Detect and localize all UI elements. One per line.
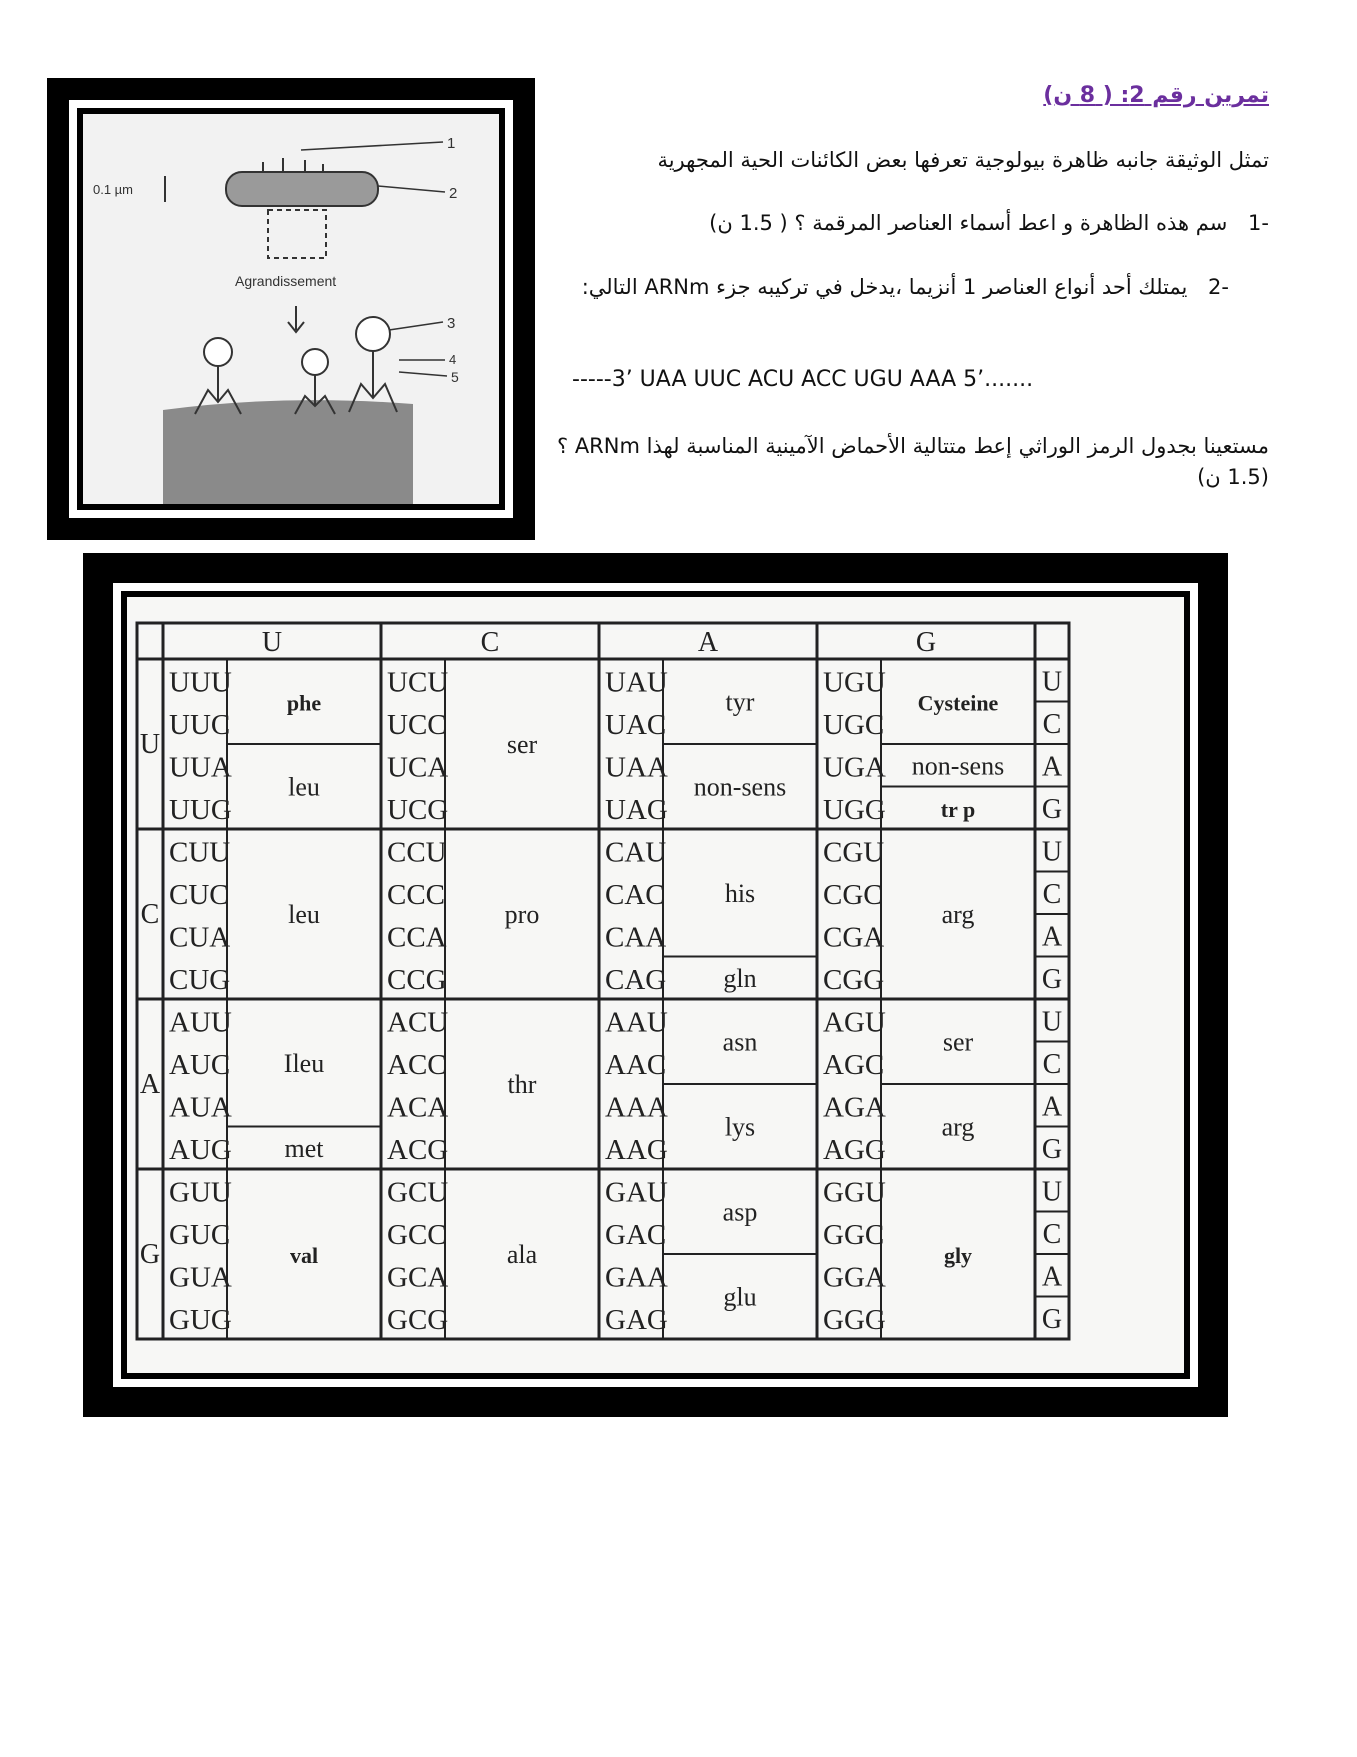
codon-CCG: CCG bbox=[387, 964, 447, 996]
codon-ACC: ACC bbox=[387, 1049, 447, 1081]
codon-AGG: AGG bbox=[823, 1134, 886, 1166]
amino-acid-asp: asp bbox=[722, 1197, 758, 1227]
third-letter-U-G: G bbox=[1041, 794, 1063, 825]
amino-acid-pro: pro bbox=[504, 900, 540, 929]
table-border bbox=[137, 623, 1069, 1339]
figure-image bbox=[77, 108, 505, 510]
mrna-sequence: -----3’ UAA UUC ACU ACC UGU AAA 5’....... bbox=[572, 367, 1034, 392]
codon-table-mat bbox=[113, 583, 1198, 1387]
third-letter-C-G: G bbox=[1041, 964, 1063, 995]
codon-CAG: CAG bbox=[605, 964, 667, 996]
amino-acid-non_sens: non-sens bbox=[693, 772, 787, 802]
amino-acid-ser: ser bbox=[942, 1027, 974, 1057]
codon-UGC: UGC bbox=[823, 709, 885, 741]
amino-acid-gln: gln bbox=[723, 963, 757, 993]
codon-table-frame bbox=[83, 553, 1228, 1417]
label-1: 1 bbox=[447, 135, 456, 152]
down-arrow-icon bbox=[288, 306, 304, 332]
codon-UUC: UUC bbox=[169, 709, 231, 741]
codon-CGG: CGG bbox=[823, 964, 885, 996]
third-letter-C-C: C bbox=[1042, 879, 1062, 910]
amino-acid-his: his bbox=[724, 878, 756, 908]
third-letter-A-C: C bbox=[1042, 1049, 1062, 1080]
codon-UCC: UCC bbox=[387, 709, 447, 741]
codon-AGA: AGA bbox=[823, 1091, 886, 1124]
codon-UGA: UGA bbox=[823, 751, 886, 784]
codon-GCA: GCA bbox=[387, 1261, 449, 1294]
column-header-U: U bbox=[261, 627, 283, 658]
small-phages bbox=[263, 158, 323, 172]
codon-CCU: CCU bbox=[387, 836, 447, 869]
third-letter-C-A: A bbox=[1041, 921, 1063, 953]
codon-UGG: UGG bbox=[823, 794, 886, 826]
codon-GAC: GAC bbox=[605, 1219, 667, 1251]
codon-CUG: CUG bbox=[169, 964, 231, 996]
third-letter-U-A: A bbox=[1041, 751, 1063, 783]
amino-acid-ala: ala bbox=[506, 1240, 538, 1269]
scale-label: 0.1 µm bbox=[93, 182, 134, 197]
question-2-number: -2 bbox=[1208, 275, 1229, 299]
label-2: 2 bbox=[449, 185, 458, 202]
codon-UAC: UAC bbox=[605, 709, 667, 741]
codon-CGA: CGA bbox=[823, 921, 885, 954]
codon-CUU: CUU bbox=[169, 836, 231, 869]
codon-GAA: GAA bbox=[605, 1261, 668, 1294]
codon-ACU: ACU bbox=[387, 1006, 449, 1039]
codon-UUG: UUG bbox=[169, 794, 232, 826]
bacterium-top bbox=[226, 172, 378, 206]
codon-GUU: GUU bbox=[169, 1176, 232, 1209]
amino-acid-tyr: tyr bbox=[725, 687, 755, 717]
codon-UAA: UAA bbox=[605, 751, 668, 784]
label-5: 5 bbox=[451, 369, 459, 385]
third-letter-G-U: U bbox=[1041, 1176, 1063, 1208]
column-header-G: G bbox=[915, 627, 937, 658]
codon-GUA: GUA bbox=[169, 1261, 232, 1294]
row-header-A: A bbox=[139, 1069, 161, 1100]
question-1 bbox=[529, 208, 1269, 239]
amino-acid-val: val bbox=[289, 1243, 319, 1268]
codon-CUA: CUA bbox=[169, 921, 231, 954]
codon-GGG: GGG bbox=[823, 1304, 886, 1336]
codon-CAU: CAU bbox=[605, 836, 667, 869]
third-letter-G-A: A bbox=[1041, 1261, 1063, 1293]
question-3: مستعينا بجدول الرمز الوراثي إعط متتالية الأحماض الآمينية المناسبة لهذا ARNm ؟ (1.5 ن) bbox=[556, 434, 1269, 489]
amino-acid-thr: thr bbox=[507, 1070, 537, 1099]
third-letter-G-C: C bbox=[1042, 1219, 1062, 1250]
codon-CAA: CAA bbox=[605, 921, 667, 954]
third-letter-A-U: U bbox=[1041, 1006, 1063, 1038]
question-2-text: يمتلك أحد أنواع العناصر 1 أنزيما ،يدخل في تركيبه جزء ARNm التالي: bbox=[581, 275, 1188, 299]
codon-GCG: GCG bbox=[387, 1304, 449, 1336]
question-1-number: -1 bbox=[1248, 211, 1269, 235]
codon-AAG: AAG bbox=[605, 1134, 668, 1166]
codon-UAG: UAG bbox=[605, 794, 668, 826]
codon-AUA: AUA bbox=[169, 1091, 232, 1124]
codon-UUU: UUU bbox=[169, 666, 232, 699]
question-1-text: سم هذه الظاهرة و اعط أسماء العناصر المرقمة ؟ ( 1.5 ن) bbox=[709, 211, 1228, 235]
codon-GGC: GGC bbox=[823, 1219, 885, 1251]
amino-acid-met: met bbox=[284, 1133, 324, 1163]
third-letter-G-G: G bbox=[1041, 1304, 1063, 1335]
column-header-C: C bbox=[480, 627, 500, 658]
third-letter-A-A: A bbox=[1041, 1091, 1063, 1123]
amino-acid-arg: arg bbox=[941, 900, 975, 929]
amino-acid-leu: leu bbox=[288, 900, 320, 929]
codon-CGC: CGC bbox=[823, 879, 883, 911]
amino-acid-glu: glu bbox=[723, 1282, 757, 1312]
codon-AGC: AGC bbox=[823, 1049, 885, 1081]
codon-AGU: AGU bbox=[823, 1006, 886, 1039]
codon-AUC: AUC bbox=[169, 1049, 231, 1081]
third-letter-U-C: C bbox=[1042, 709, 1062, 740]
third-letter-U-U: U bbox=[1041, 666, 1063, 698]
codon-CAC: CAC bbox=[605, 879, 665, 911]
figure-frame bbox=[47, 78, 535, 540]
amino-acid-arg: arg bbox=[941, 1112, 975, 1142]
row-header-U: U bbox=[139, 729, 161, 760]
codon-AAC: AAC bbox=[605, 1049, 667, 1081]
codon-ACA: ACA bbox=[387, 1091, 449, 1124]
label-3: 3 bbox=[447, 315, 456, 332]
codon-CUC: CUC bbox=[169, 879, 229, 911]
codon-UCA: UCA bbox=[387, 751, 449, 784]
codon-UGU: UGU bbox=[823, 666, 886, 699]
row-header-C: C bbox=[140, 899, 160, 930]
codon-table-grid bbox=[127, 597, 1184, 1373]
codon-GAU: GAU bbox=[605, 1176, 668, 1209]
column-header-A: A bbox=[697, 627, 719, 658]
row-header-G: G bbox=[139, 1239, 161, 1270]
codon-GAG: GAG bbox=[605, 1304, 668, 1336]
exercise-intro: تمثل الوثيقة جانبه ظاهرة بيولوجية تعرفها بعض الكائنات الحية المجهرية bbox=[657, 148, 1269, 172]
codon-GUG: GUG bbox=[169, 1304, 232, 1336]
label-4: 4 bbox=[449, 352, 457, 367]
codon-GGU: GGU bbox=[823, 1176, 886, 1209]
bacteriophage-illustration bbox=[83, 114, 503, 508]
codon-AAU: AAU bbox=[605, 1006, 668, 1039]
codon-GGA: GGA bbox=[823, 1261, 886, 1294]
amino-acid-asn: asn bbox=[722, 1027, 758, 1057]
codon-CGU: CGU bbox=[823, 836, 885, 869]
amino-acid-cysteine: Cysteine bbox=[917, 690, 999, 716]
amino-acid-leu: leu bbox=[288, 772, 320, 802]
amino-acid-phe: phe bbox=[286, 690, 322, 716]
codon-GUC: GUC bbox=[169, 1219, 231, 1251]
codon-UAU: UAU bbox=[605, 666, 668, 699]
exercise-title: تمرين رقم 2: ( 8 ن) bbox=[1043, 83, 1269, 108]
codon-AUU: AUU bbox=[169, 1006, 232, 1039]
codon-CCA: CCA bbox=[387, 921, 447, 954]
amino-acid-gly: gly bbox=[943, 1243, 973, 1268]
bacterial-wall bbox=[163, 400, 413, 508]
figure-caption: Agrandissement bbox=[235, 273, 337, 289]
codon-CCC: CCC bbox=[387, 879, 446, 911]
question-2 bbox=[569, 272, 1229, 303]
amino-acid-non_sens: non-sens bbox=[911, 751, 1005, 781]
codon-AAA: AAA bbox=[605, 1091, 668, 1124]
figure-mat bbox=[69, 100, 513, 518]
amino-acid-ileu: Ileu bbox=[283, 1048, 325, 1078]
codon-GCU: GCU bbox=[387, 1176, 449, 1209]
codon-table bbox=[121, 591, 1190, 1379]
zoom-box bbox=[268, 210, 326, 258]
third-letter-C-U: U bbox=[1041, 836, 1063, 868]
codon-UUA: UUA bbox=[169, 751, 232, 784]
codon-ACG: ACG bbox=[387, 1134, 449, 1166]
codon-UCU: UCU bbox=[387, 666, 449, 699]
amino-acid-trp: tr p bbox=[940, 796, 976, 822]
amino-acid-lys: lys bbox=[724, 1112, 756, 1142]
amino-acid-ser: ser bbox=[506, 730, 538, 759]
third-letter-A-G: G bbox=[1041, 1134, 1063, 1165]
codon-GCC: GCC bbox=[387, 1219, 447, 1251]
codon-UCG: UCG bbox=[387, 794, 449, 826]
codon-AUG: AUG bbox=[169, 1134, 232, 1166]
